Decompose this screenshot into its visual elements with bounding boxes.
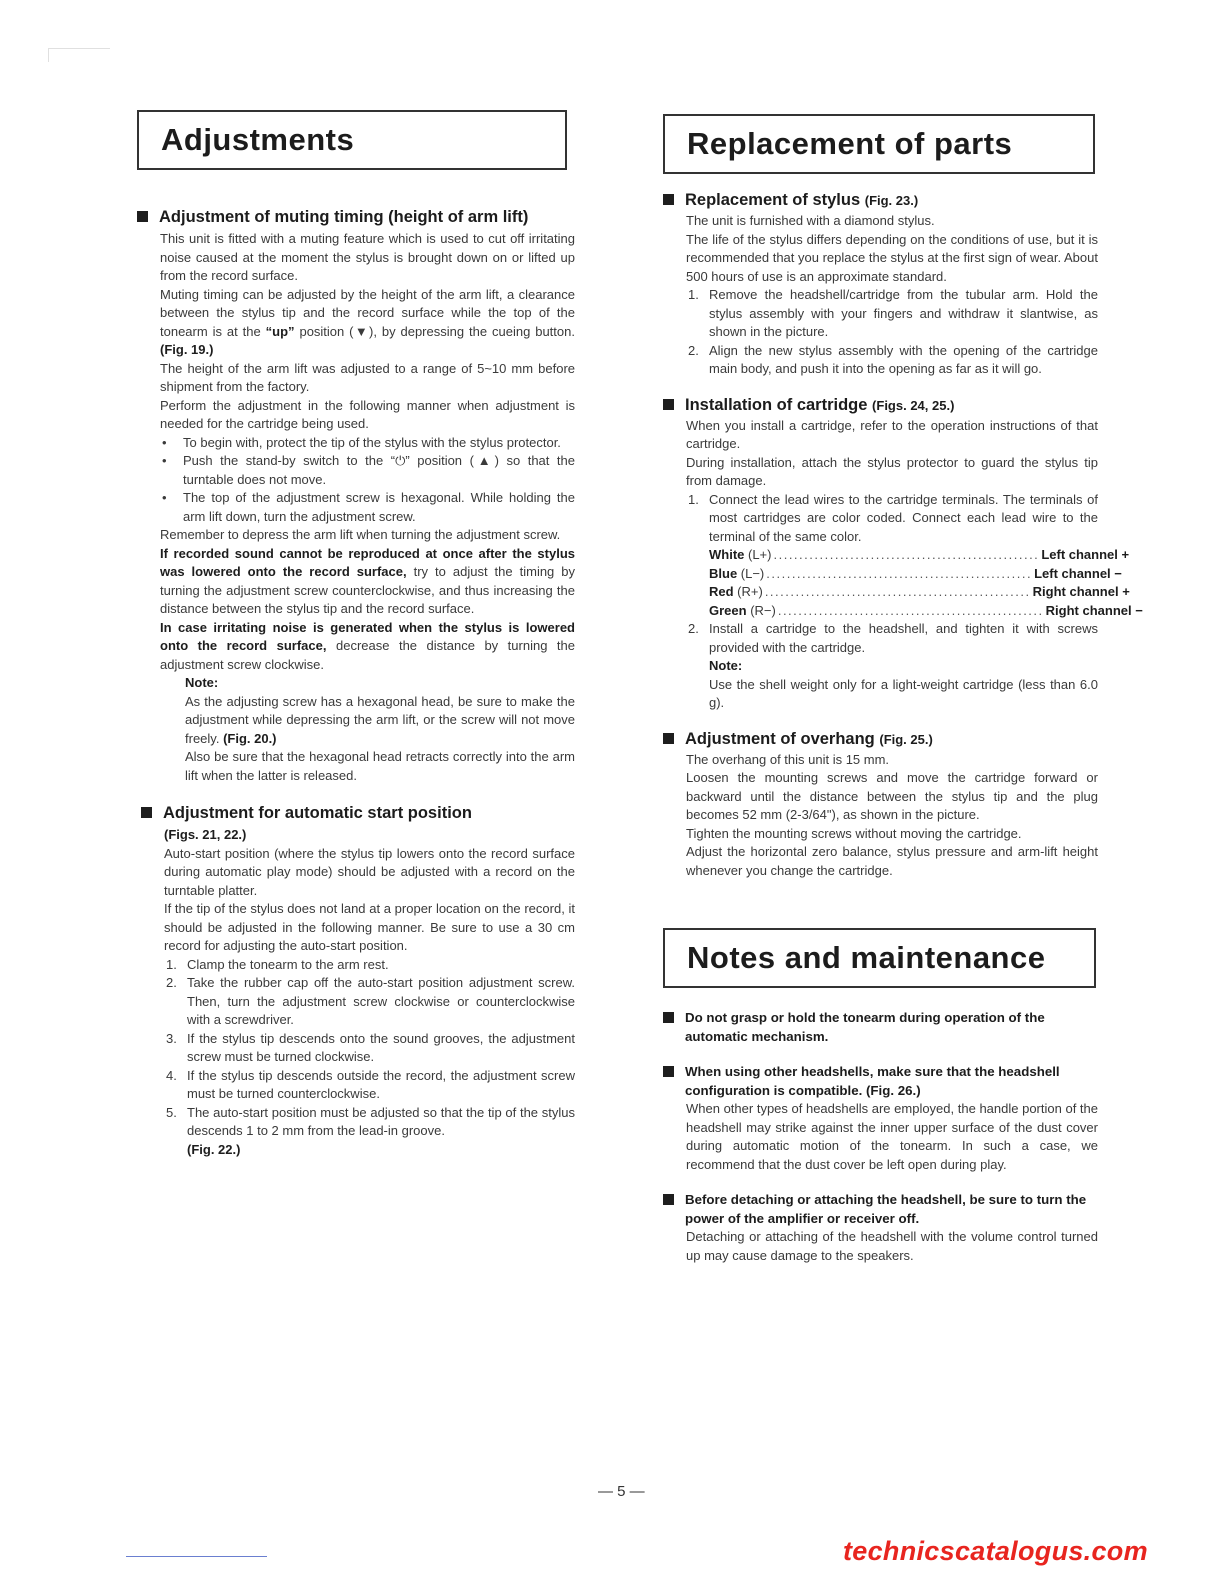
- cartridge-body: [663, 417, 1143, 713]
- paragraph: In case irritating noise is generated when the stylus is lowered onto the record surface, decrease the distance by turning the adjustment screw clockwise.: [160, 619, 575, 672]
- page-number: — 5 —: [598, 1483, 645, 1500]
- paragraph: Tighten the mounting screws without moving the cartridge.: [686, 825, 1022, 841]
- list-item: • To begin with, protect the tip of the stylus with the stylus protector.: [162, 434, 561, 450]
- auto-start-section: [141, 803, 575, 1159]
- bullet-square-icon: [663, 733, 674, 744]
- paragraph: As the adjusting screw has a hexagonal head, be sure to make the adjustment while depressing the arm lift, or the screw will not move freely. (Fig. 20.): [185, 693, 575, 746]
- list-item: 1. Remove the headshell/cartridge from the tubular arm. Hold the stylus assembly with your fingers and withdraw it slantwise, as shown in the picture.: [688, 287, 1098, 339]
- paragraph: Also be sure that the hexagonal head retracts correctly into the arm lift when the latter is released.: [185, 749, 575, 783]
- list-item: 1. Clamp the tonearm to the arm rest.: [166, 956, 389, 972]
- paragraph: The overhang of this unit is 15 mm.: [686, 751, 890, 767]
- paragraph: The unit is furnished with a diamond stylus.: [686, 213, 935, 228]
- list-item: 4. If the stylus tip descends outside the record, the adjustment screw must be turned counterclockwise.: [166, 1067, 575, 1101]
- list-item: • Push the stand-by switch to the “⏻” position (▲) so that the turntable does not move.: [162, 453, 575, 487]
- list-item: • The top of the adjustment screw is hexagonal. While holding the arm lift down, turn the adjustment screw.: [162, 490, 575, 524]
- corner-registration-mark-vertical: [48, 48, 49, 62]
- auto-start-body: [141, 826, 575, 1159]
- corner-registration-mark: [48, 48, 110, 49]
- bullet-square-icon: [663, 1012, 674, 1023]
- list-item: 2. Take the rubber cap off the auto-start position adjustment screw. Then, turn the adjustment screw clockwise or counterclockwise with a screwdriver.: [166, 975, 575, 1027]
- paragraph: Muting timing can be adjusted by the height of the arm lift, a clearance between the stylus tip and the record surface while the top of the tonearm is at the “up” position (▼), by depressing the cueing button. (Fig. 19.): [160, 286, 575, 357]
- paragraph: When you install a cartridge, refer to the operation instructions of that cartridge.: [686, 417, 1098, 451]
- note-label: Note:: [185, 675, 219, 690]
- bullet-square-icon: [141, 807, 152, 818]
- auto-start-heading: Adjustment for automatic start position: [141, 803, 575, 824]
- paragraph: If recorded sound cannot be reproduced at once after the stylus was lowered onto the record surface, try to adjust the timing by turning the adjustment screw counterclockwise, and thus increasing the distance between the stylus tip and the record surface.: [160, 545, 576, 616]
- note-block: [160, 674, 575, 785]
- paragraph: When other types of headshells are employed, the handle portion of the headshell may strike against the inner upper surface of the dust cover during automatic motion of the tonearm. In such a case, we recommend that the dust cover be left open during play.: [686, 1101, 1098, 1172]
- stylus-heading: Replacement of stylus (Fig. 23.): [663, 190, 1098, 211]
- list-item: 1. Connect the lead wires to the cartridge terminals. The terminals of most cartridges are color coded. Connect each lead wire to the terminal of the same color.: [688, 491, 1098, 544]
- paragraph: Remember to depress the arm lift when turning the adjustment screw.: [160, 527, 561, 542]
- list-item: 2. Align the new stylus assembly with the opening of the cartridge main body, and push it into the opening as far as it will go.: [688, 342, 1098, 376]
- bullet-square-icon: [663, 399, 674, 410]
- bullet-square-icon: [663, 1194, 674, 1205]
- overhang-body: [663, 751, 1098, 881]
- overhang-section: [663, 729, 1098, 881]
- list-item: 3. If the stylus tip descends onto the sound grooves, the adjustment screw must be turned clockwise.: [166, 1030, 575, 1064]
- stylus-body: [663, 212, 1098, 379]
- notes-section: [663, 1008, 1098, 1265]
- left-column: [137, 110, 575, 1159]
- muting-timing-heading: Adjustment of muting timing (height of arm lift): [137, 207, 575, 228]
- paragraph: Loosen the mounting screws and move the cartridge forward or backward until the distance between the stylus tip and the plug becomes 52 mm (2-3/64"), as shown in the picture.: [686, 770, 1098, 822]
- bullet-square-icon: [663, 194, 674, 205]
- figure-ref: (Figs. 21, 22.): [164, 827, 247, 842]
- paragraph: Adjust the horizontal zero balance, stylus pressure and arm-lift height whenever you change the cartridge.: [686, 844, 1098, 878]
- note-body-power: [663, 1228, 1098, 1265]
- bullet-square-icon: [663, 1066, 674, 1077]
- stylus-section: [663, 190, 1098, 379]
- note-body-headshells: [663, 1100, 1098, 1174]
- list-item: 5. The auto-start position must be adjusted so that the tip of the stylus descends 1 to 2 mm from the lead-in groove. (Fig. 22.): [166, 1104, 575, 1157]
- wire-row-white: White (L+) .................................................... Left channel +: [709, 547, 1130, 562]
- cartridge-heading: Installation of cartridge (Figs. 24, 25.): [663, 395, 1098, 416]
- notes-title: Notes and maintenance: [663, 928, 1096, 988]
- note-heading-headshells: When using other headshells, make sure that the headshell configuration is compatible. (Fig. 26.): [663, 1062, 1098, 1100]
- paragraph: During installation, attach the stylus protector to guard the stylus tip from damage.: [686, 454, 1098, 488]
- wire-row-red: Red (R+) .................................................... Right channel +: [709, 584, 1130, 599]
- note-heading-power: Before detaching or attaching the headshell, be sure to turn the power of the amplifier or receiver off.: [663, 1190, 1098, 1228]
- muting-timing-body: [137, 230, 575, 785]
- paragraph: Detaching or attaching of the headshell with the volume control turned up may cause damage to the speakers.: [686, 1229, 1098, 1263]
- paragraph: The height of the arm lift was adjusted to a range of 5~10 mm before shipment from the factory.: [160, 360, 575, 394]
- muting-timing-section: [137, 207, 575, 785]
- right-column: [663, 114, 1143, 1265]
- watermark-link[interactable]: technicscatalogus.com: [843, 1536, 1148, 1566]
- wire-row-green: Green (R−) .................................................... Right channel −: [709, 602, 1143, 618]
- note-heading-tonearm: Do not grasp or hold the tonearm during operation of the automatic mechanism.: [663, 1008, 1098, 1046]
- paragraph: If the tip of the stylus does not land at a proper location on the record, it should be adjusted in the following manner. Be sure to use a 30 cm record for adjusting the auto-start position.: [164, 901, 575, 953]
- bullet-square-icon: [137, 211, 148, 222]
- wire-row-blue: Blue (L−) .................................................... Left channel −: [709, 565, 1122, 581]
- adjustments-title: Adjustments: [137, 110, 567, 170]
- paragraph: Auto-start position (where the stylus tip lowers onto the record surface during automatic play mode) should be adjusted with a record on the turntable platter.: [164, 845, 575, 898]
- footer-rule: [126, 1556, 267, 1557]
- overhang-heading: Adjustment of overhang (Fig. 25.): [663, 729, 1098, 750]
- paragraph: Perform the adjustment in the following manner when adjustment is needed for the cartridge being used.: [160, 397, 575, 431]
- cartridge-section: [663, 395, 1143, 713]
- replacement-title: Replacement of parts: [663, 114, 1095, 174]
- paragraph: This unit is fitted with a muting feature which is used to cut off irritating noise caused at the moment the stylus is brought down on or lifted up from the record surface.: [160, 231, 575, 283]
- list-item: 2. Install a cartridge to the headshell, and tighten it with screws provided with the cartridge. Note: Use the shell weight only for a light-weight cartridge (less than 6.0 g).: [688, 621, 1098, 710]
- paragraph: The life of the stylus differs depending on the conditions of use, but it is recommended that you replace the stylus at the first sign of wear. About 500 hours of use is an approximate standard.: [686, 231, 1098, 284]
